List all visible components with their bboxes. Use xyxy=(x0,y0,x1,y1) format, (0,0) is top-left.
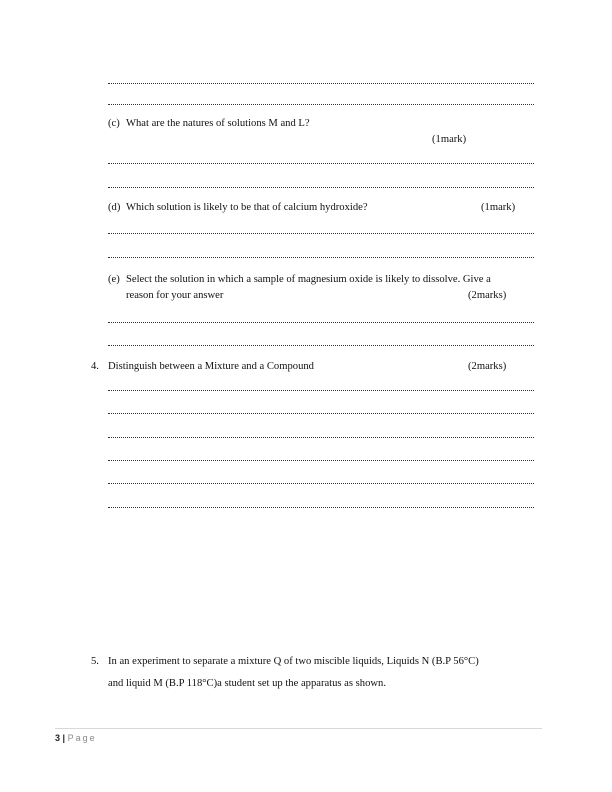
page-label: Page xyxy=(67,733,97,743)
answer-line xyxy=(108,345,534,346)
answer-line xyxy=(108,233,534,234)
answer-line xyxy=(108,390,534,391)
page-number: 3 xyxy=(55,733,61,743)
question-c-marks: (1mark) xyxy=(432,134,467,145)
answer-line xyxy=(108,83,534,84)
question-4-marks: (2marks) xyxy=(468,361,507,372)
answer-line xyxy=(108,187,534,188)
answer-line xyxy=(108,483,534,484)
question-5-number: 5. xyxy=(91,656,99,667)
question-e-text-2: reason for your answer xyxy=(126,290,224,301)
answer-line xyxy=(108,322,534,323)
question-d-marks: (1mark) xyxy=(481,202,516,213)
answer-line xyxy=(108,257,534,258)
question-c-text: What are the natures of solutions M and L? xyxy=(126,118,310,129)
question-5-text-2: and liquid M (B.P 118°C)a student set up the apparatus as shown. xyxy=(108,678,386,689)
question-c-label: (c) xyxy=(108,118,120,129)
question-5-text: In an experiment to separate a mixture Q of two miscible liquids, Liquids N (B.P 56°C) xyxy=(108,656,479,667)
answer-line xyxy=(108,437,534,438)
question-4-text: Distinguish between a Mixture and a Compound xyxy=(108,361,314,372)
question-d-label: (d) xyxy=(108,202,121,213)
footer-separator: | xyxy=(62,733,66,743)
question-e-marks: (2marks) xyxy=(468,290,507,301)
question-d-text: Which solution is likely to be that of calcium hydroxide? xyxy=(126,202,368,213)
question-4-number: 4. xyxy=(91,361,99,372)
answer-line xyxy=(108,104,534,105)
answer-line xyxy=(108,460,534,461)
answer-line xyxy=(108,507,534,508)
answer-line xyxy=(108,163,534,164)
question-e-label: (e) xyxy=(108,274,120,285)
answer-line xyxy=(108,413,534,414)
question-e-text: Select the solution in which a sample of magnesium oxide is likely to dissolve. Give a xyxy=(126,274,491,285)
page-footer xyxy=(55,733,97,743)
footer-divider xyxy=(55,728,542,729)
